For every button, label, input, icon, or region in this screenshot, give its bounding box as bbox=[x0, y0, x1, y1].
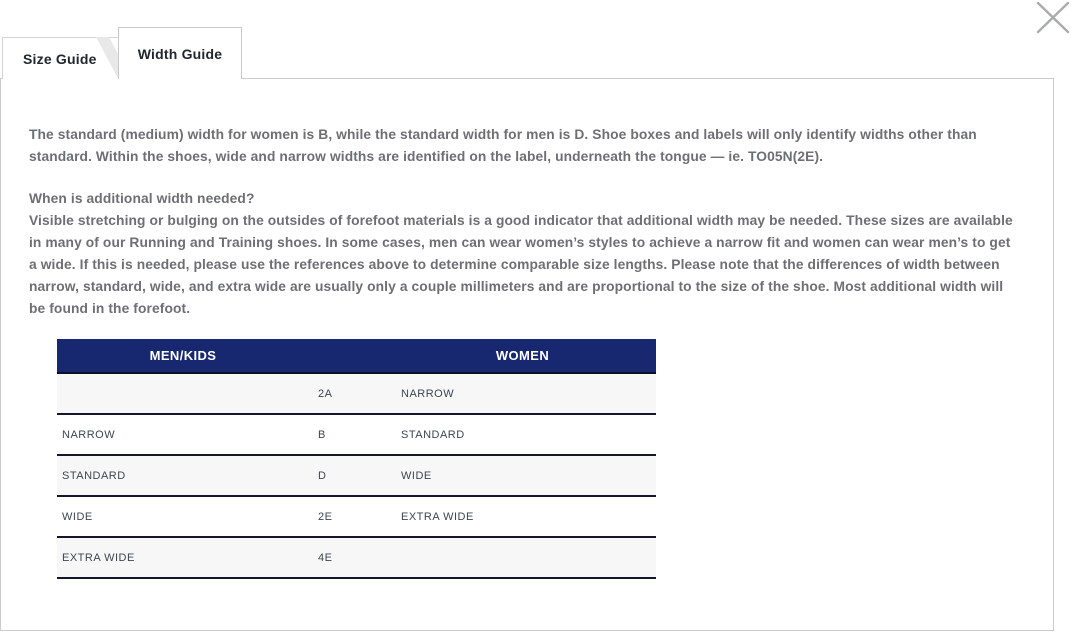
table-row bbox=[57, 455, 656, 496]
width-intro-paragraph: The standard (medium) width for women is B, while the standard width for men is D. Shoe boxes and labels will only identify widths other than standard. Within the shoes, wide and narrow widths are identified on the label, underneath the tongue — ie. TO05N(2E). bbox=[29, 127, 977, 164]
men-kids-cell bbox=[57, 373, 309, 414]
women-cell bbox=[389, 537, 656, 578]
width-guide-content bbox=[1, 79, 1053, 579]
close-button[interactable] bbox=[1036, 2, 1070, 34]
tab-width-guide-label: Width Guide bbox=[137, 45, 223, 62]
width-code-cell: 2E bbox=[309, 496, 389, 537]
width-guide-panel bbox=[0, 78, 1054, 631]
width-code-cell: B bbox=[309, 414, 389, 455]
women-cell: STANDARD bbox=[389, 414, 656, 455]
table-row bbox=[57, 373, 656, 414]
width-code-cell: D bbox=[309, 455, 389, 496]
width-code-header bbox=[309, 339, 389, 373]
men-kids-cell: EXTRA WIDE bbox=[57, 537, 309, 578]
table-row bbox=[57, 537, 656, 578]
table-header-row bbox=[57, 339, 656, 373]
tab-width-guide[interactable] bbox=[118, 27, 242, 79]
men-kids-cell: STANDARD bbox=[57, 455, 309, 496]
women-cell: EXTRA WIDE bbox=[389, 496, 656, 537]
women-header: WOMEN bbox=[389, 339, 656, 373]
men-kids-cell: NARROW bbox=[57, 414, 309, 455]
men-kids-header: MEN/KIDS bbox=[57, 339, 309, 373]
additional-width-question: When is additional width needed? bbox=[29, 191, 255, 206]
women-cell: WIDE bbox=[389, 455, 656, 496]
width-conversion-table bbox=[57, 339, 656, 579]
table-row bbox=[57, 414, 656, 455]
close-icon bbox=[1036, 2, 1070, 34]
width-code-cell: 4E bbox=[309, 537, 389, 578]
table-row bbox=[57, 496, 656, 537]
tab-size-guide-label: Size Guide bbox=[23, 50, 97, 67]
men-kids-cell: WIDE bbox=[57, 496, 309, 537]
women-cell: NARROW bbox=[389, 373, 656, 414]
width-code-cell: 2A bbox=[309, 373, 389, 414]
additional-width-answer: Visible stretching or bulging on the outsides of forefoot materials is a good indicator that additional width may be needed. These sizes are available in many of our Running and Training shoes. In some cases, men can wear women’s styles to achieve a narrow fit and women can wear men’s to get a wide. If this is needed, please use the references above to determine comparable size lengths. Please note that the differences of width between narrow, standard, wide, and extra wide are usually only a couple millimeters and are proportional to the size of the shoe. Most additional width will be found in the forefoot. bbox=[29, 213, 1013, 316]
additional-width-block bbox=[29, 188, 1013, 320]
